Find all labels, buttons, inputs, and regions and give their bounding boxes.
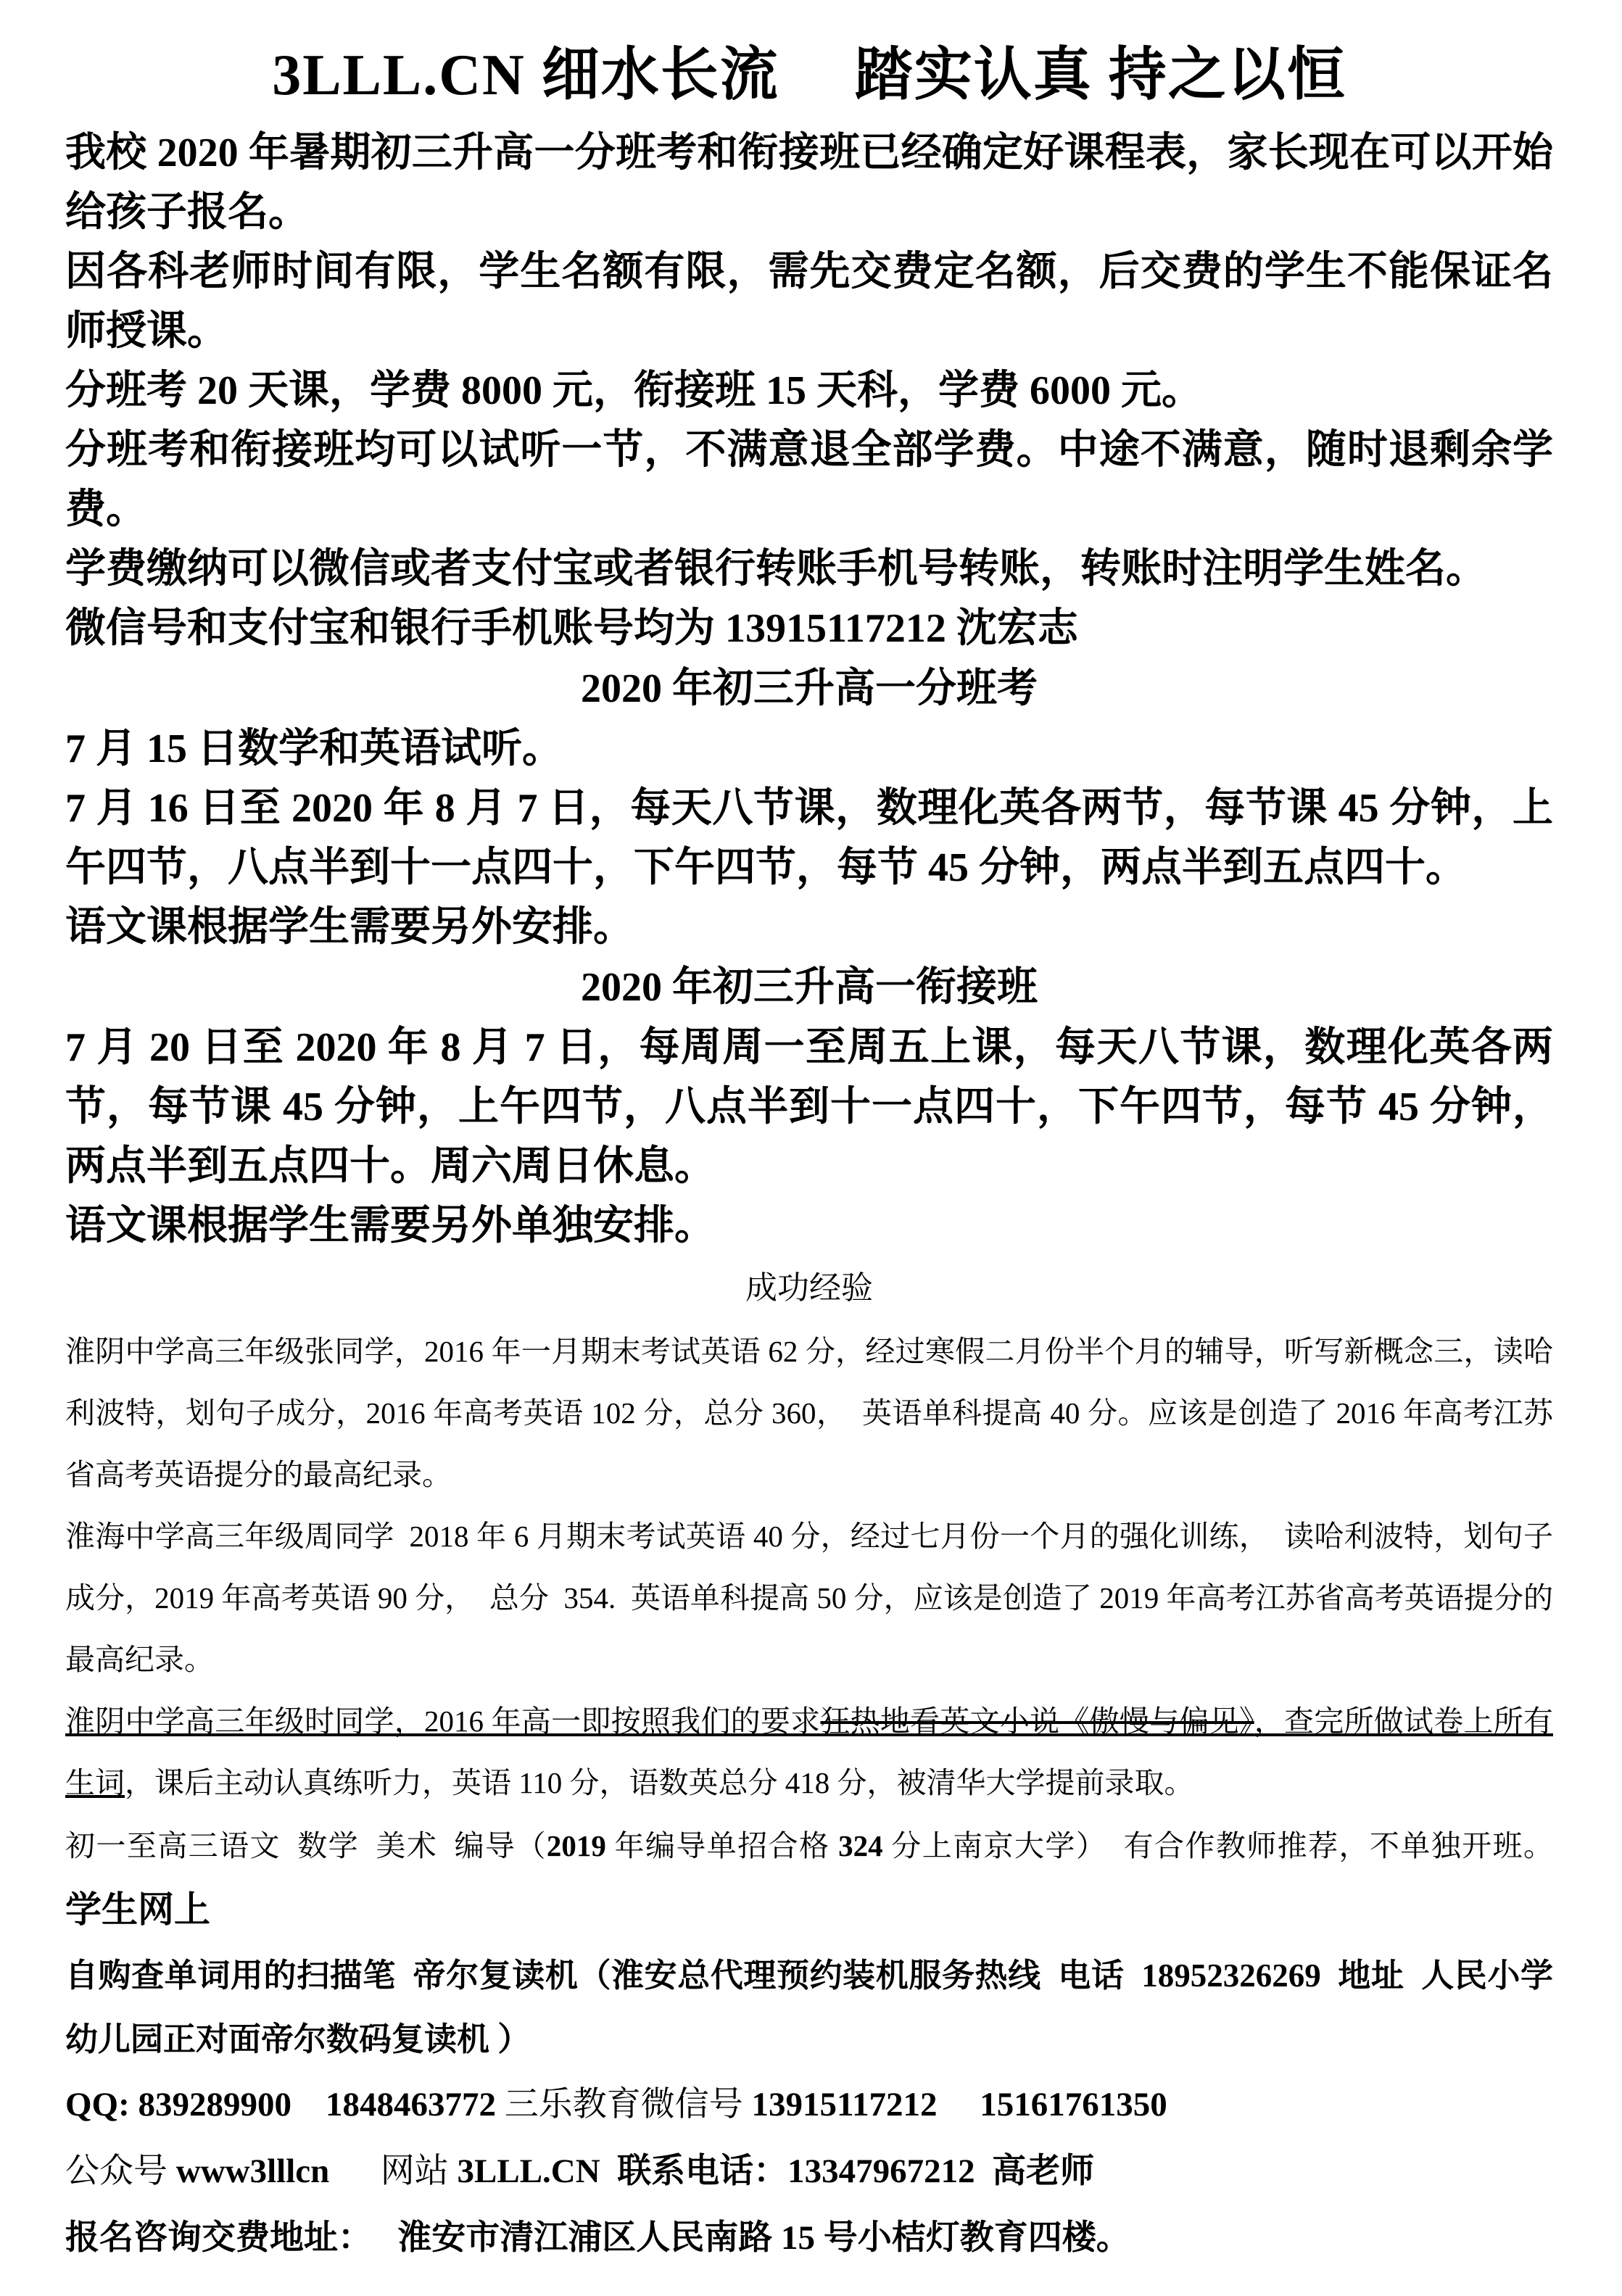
heading-success-stories: 成功经验 <box>745 1270 873 1306</box>
contact-phone-teacher: 联系电话：13347967212 高老师 <box>600 2152 1095 2190</box>
website-label: 网站 <box>329 2152 458 2190</box>
para-enrollment-open: 我校 2020 年暑期初三升高一分班考和衔接班已经确定好课程表，家长现在可以开始给孩子报名。 <box>65 130 1553 235</box>
line-public-account-site <box>65 2138 1553 2205</box>
para-trial-refund: 分班考和衔接班均可以试听一节，不满意退全部学费。中途不满意，随时退剩余学费。 <box>65 428 1553 532</box>
success-story-2: 淮海中学高三年级周同学 2018 年 6 月期末考试英语 40 分，经过七月份一个月的强化训练， 读哈利波特，划句子成分，2019 年高考英语 90 分， 总分 354. 英语单科提高 50 分，应该是创造了 2019 年高考江苏省高考英语提分的最高纪录。 <box>65 1520 1553 1676</box>
courses-mid: 年编导单招合格 <box>605 1829 839 1862</box>
wechat-label: 三乐教育微信号 <box>504 2086 752 2123</box>
public-account-value: www3lllcn <box>175 2152 330 2190</box>
para-payment-account: 微信号和支付宝和银行手机账号均为 13915117212 沈宏志 <box>65 606 1078 651</box>
para-fenban-chinese-class: 语文课根据学生需要另外安排。 <box>65 905 634 950</box>
para-fenban-trial-date: 7 月 15 日数学和英语试听。 <box>65 726 563 771</box>
success-story-3 <box>65 1691 1553 1814</box>
para-course-offerings <box>65 1814 1584 1944</box>
courses-year: 2019 <box>546 1829 606 1862</box>
para-fenban-schedule: 7 月 16 日至 2020 年 8 月 7 日，每天八节课，数理化英各两节，每节课 45 分钟，上午四节，八点半到十一点四十，下午四节，每节 45 分钟，两点半到五点四十。 <box>65 786 1553 890</box>
para-xianjie-chinese-class: 语文课根据学生需要另外单独安排。 <box>65 1203 715 1248</box>
para-payment-methods: 学费缴纳可以微信或者支付宝或者银行转账手机号转账，转账时注明学生姓名。 <box>65 547 1486 592</box>
courses-score: 324 <box>838 1829 883 1862</box>
website-value: 3LLL.CN <box>457 2152 600 2190</box>
qq-numbers: QQ: 839289900 1848463772 <box>65 2086 505 2123</box>
story-3-tail: ，课后主动认真练听力，英语 110 分，语数英总分 418 分，被清华大学提前录取。 <box>125 1766 1194 1799</box>
story-3-underlined-vocab: ，查完所做试卷上所有生词 <box>65 1704 1553 1799</box>
line-qq-wechat <box>65 2071 1553 2138</box>
public-account-label: 公众号 <box>65 2152 176 2190</box>
para-tuition-fees: 分班考 20 天课，学费 8000 元，衔接班 15 天科，学费 6000 元。 <box>65 368 1202 413</box>
courses-lead: 初一至高三语文 数学 美术 编导（ <box>65 1829 547 1862</box>
heading-xianjie-class: 2020 年初三升高一衔接班 <box>581 965 1038 1010</box>
para-scanner-player: 自购查单词用的扫描笔 帝尔复读机（淮安总代理预约装机服务热线 电话 18952326269 地址 人民小学幼儿园正对面帝尔数码复读机 ） <box>65 1957 1553 2057</box>
courses-tail: 分上南京大学） 有合作教师推荐，不单独开班。 <box>882 1829 1584 1862</box>
heading-fenban-exam: 2020 年初三升高一分班考 <box>581 666 1038 711</box>
success-story-1: 淮阴中学高三年级张同学，2016 年一月期末考试英语 62 分，经过寒假二月份半个月的辅导，听写新概念三，读哈利波特，划句子成分，2016 年高考英语 102 分，总分 360， 英语单科提高 40 分。应该是创造了 2016 年高考江苏省高考英语提分的最高纪录。 <box>65 1335 1553 1491</box>
line-registration-address: 报名咨询交费地址： 淮安市清江浦区人民南路 15 号小桔灯教育四楼。 <box>65 2219 1130 2257</box>
story-3-underlined-lead: 淮阴中学高三年级时同学，2016 年高一即按照我们的要求 <box>65 1704 821 1738</box>
page-title: 3LLL.CN 细水长流 踏实认真 持之以恒 <box>272 43 1346 107</box>
story-3-strikethrough-novel: 狂热地看英文小说《傲慢与偏见》 <box>820 1704 1254 1738</box>
wechat-numbers: 13915117212 15161761350 <box>751 2086 1167 2123</box>
para-xianjie-schedule: 7 月 20 日至 2020 年 8 月 7 日，每周周一至周五上课，每天八节课，数理化英各两节，每节课 45 分钟，上午四节，八点半到十一点四十，下午四节，每节 45 分钟，两点半到五点四十。周六周日休息。 <box>65 1025 1553 1189</box>
students-online-label: 学生网上 <box>65 1889 210 1930</box>
para-quota-limit: 因各科老师时间有限，学生名额有限，需先交费定名额，后交费的学生不能保证名师授课。 <box>65 249 1553 354</box>
